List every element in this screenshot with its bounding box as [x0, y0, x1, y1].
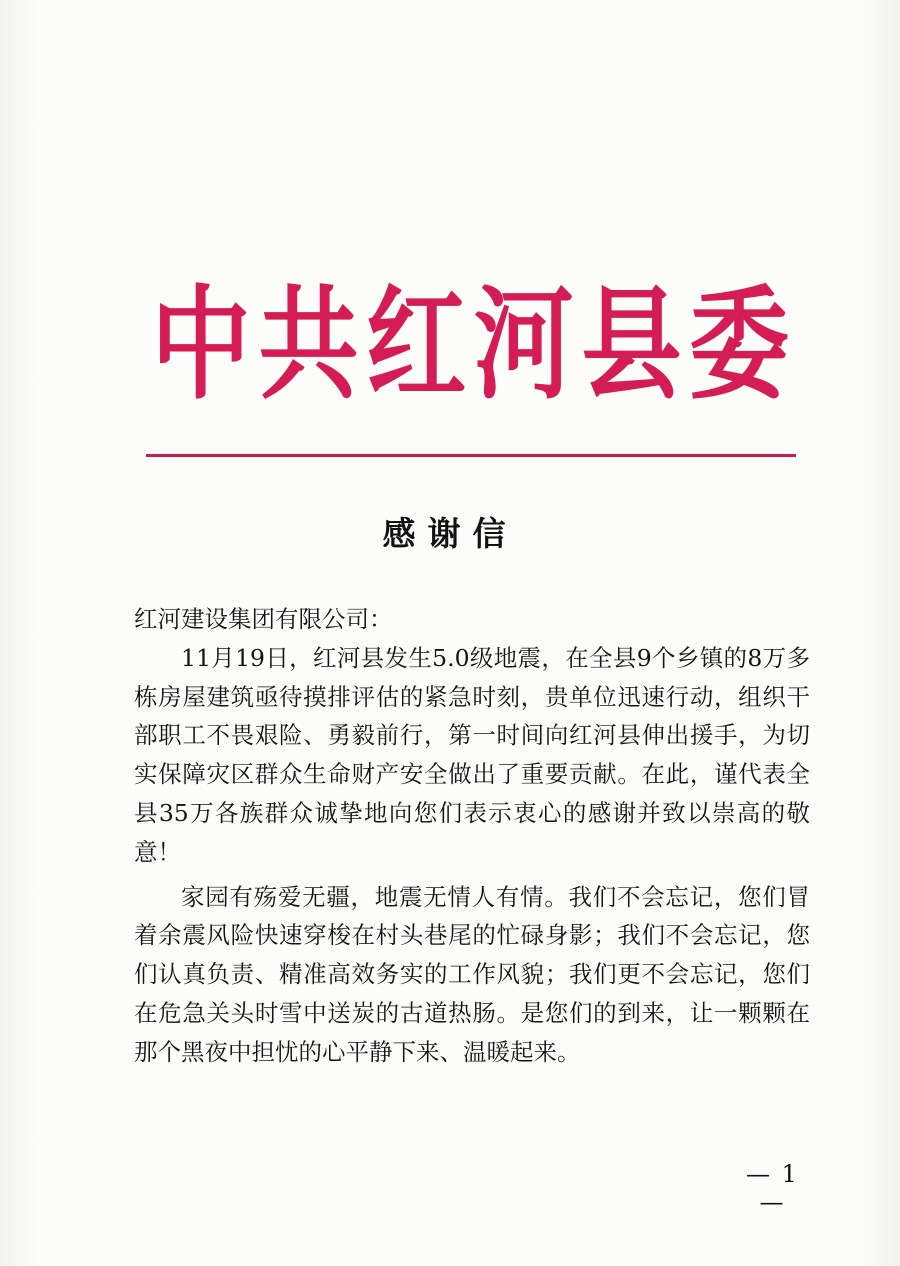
letter-title: 感谢信	[382, 514, 518, 553]
letter-body	[134, 600, 810, 1072]
letterhead-organization	[150, 265, 790, 424]
letter-paragraph: 家园有殇爱无疆，地震无情人有情。我们不会忘记，您们冒着余震风险快速穿梭在村头巷尾的忙碌身影；我们不会忘记，您们认真负责、精准高效务实的工作风貌；我们更不会忘记，您们在危急关头时雪中送炭的古道热肠。是您们的到来，让一颗颗在那个黑夜中担忧的心平静下来、温暖起来。	[134, 882, 810, 1066]
letterhead-char: 委	[688, 272, 789, 417]
letter-recipient: 红河建设集团有限公司：	[134, 605, 393, 633]
letterhead-char: 县	[581, 272, 682, 417]
page-number: — 1 —	[746, 1160, 799, 1216]
letterhead-char: 共	[258, 272, 359, 417]
letterhead-divider	[146, 454, 796, 457]
letterhead-char: 河	[473, 272, 574, 417]
letterhead-char: 中	[151, 272, 251, 417]
letter-paragraph: 11月19日，红河县发生5.0级地震，在全县9个乡镇的8万多栋房屋建筑亟待摸排评估的紧急时刻，贵单位迅速行动，组织干部职工不畏艰险、勇毅前行，第一时间向红河县伸出援手，为切实保障灾区群众生命财产安全做出了重要贡献。在此，谨代表全县35万各族群众诚挚地向您们表示衷心的感谢并致以崇高的敬意！	[134, 643, 810, 866]
letterhead-char: 红	[366, 272, 467, 417]
